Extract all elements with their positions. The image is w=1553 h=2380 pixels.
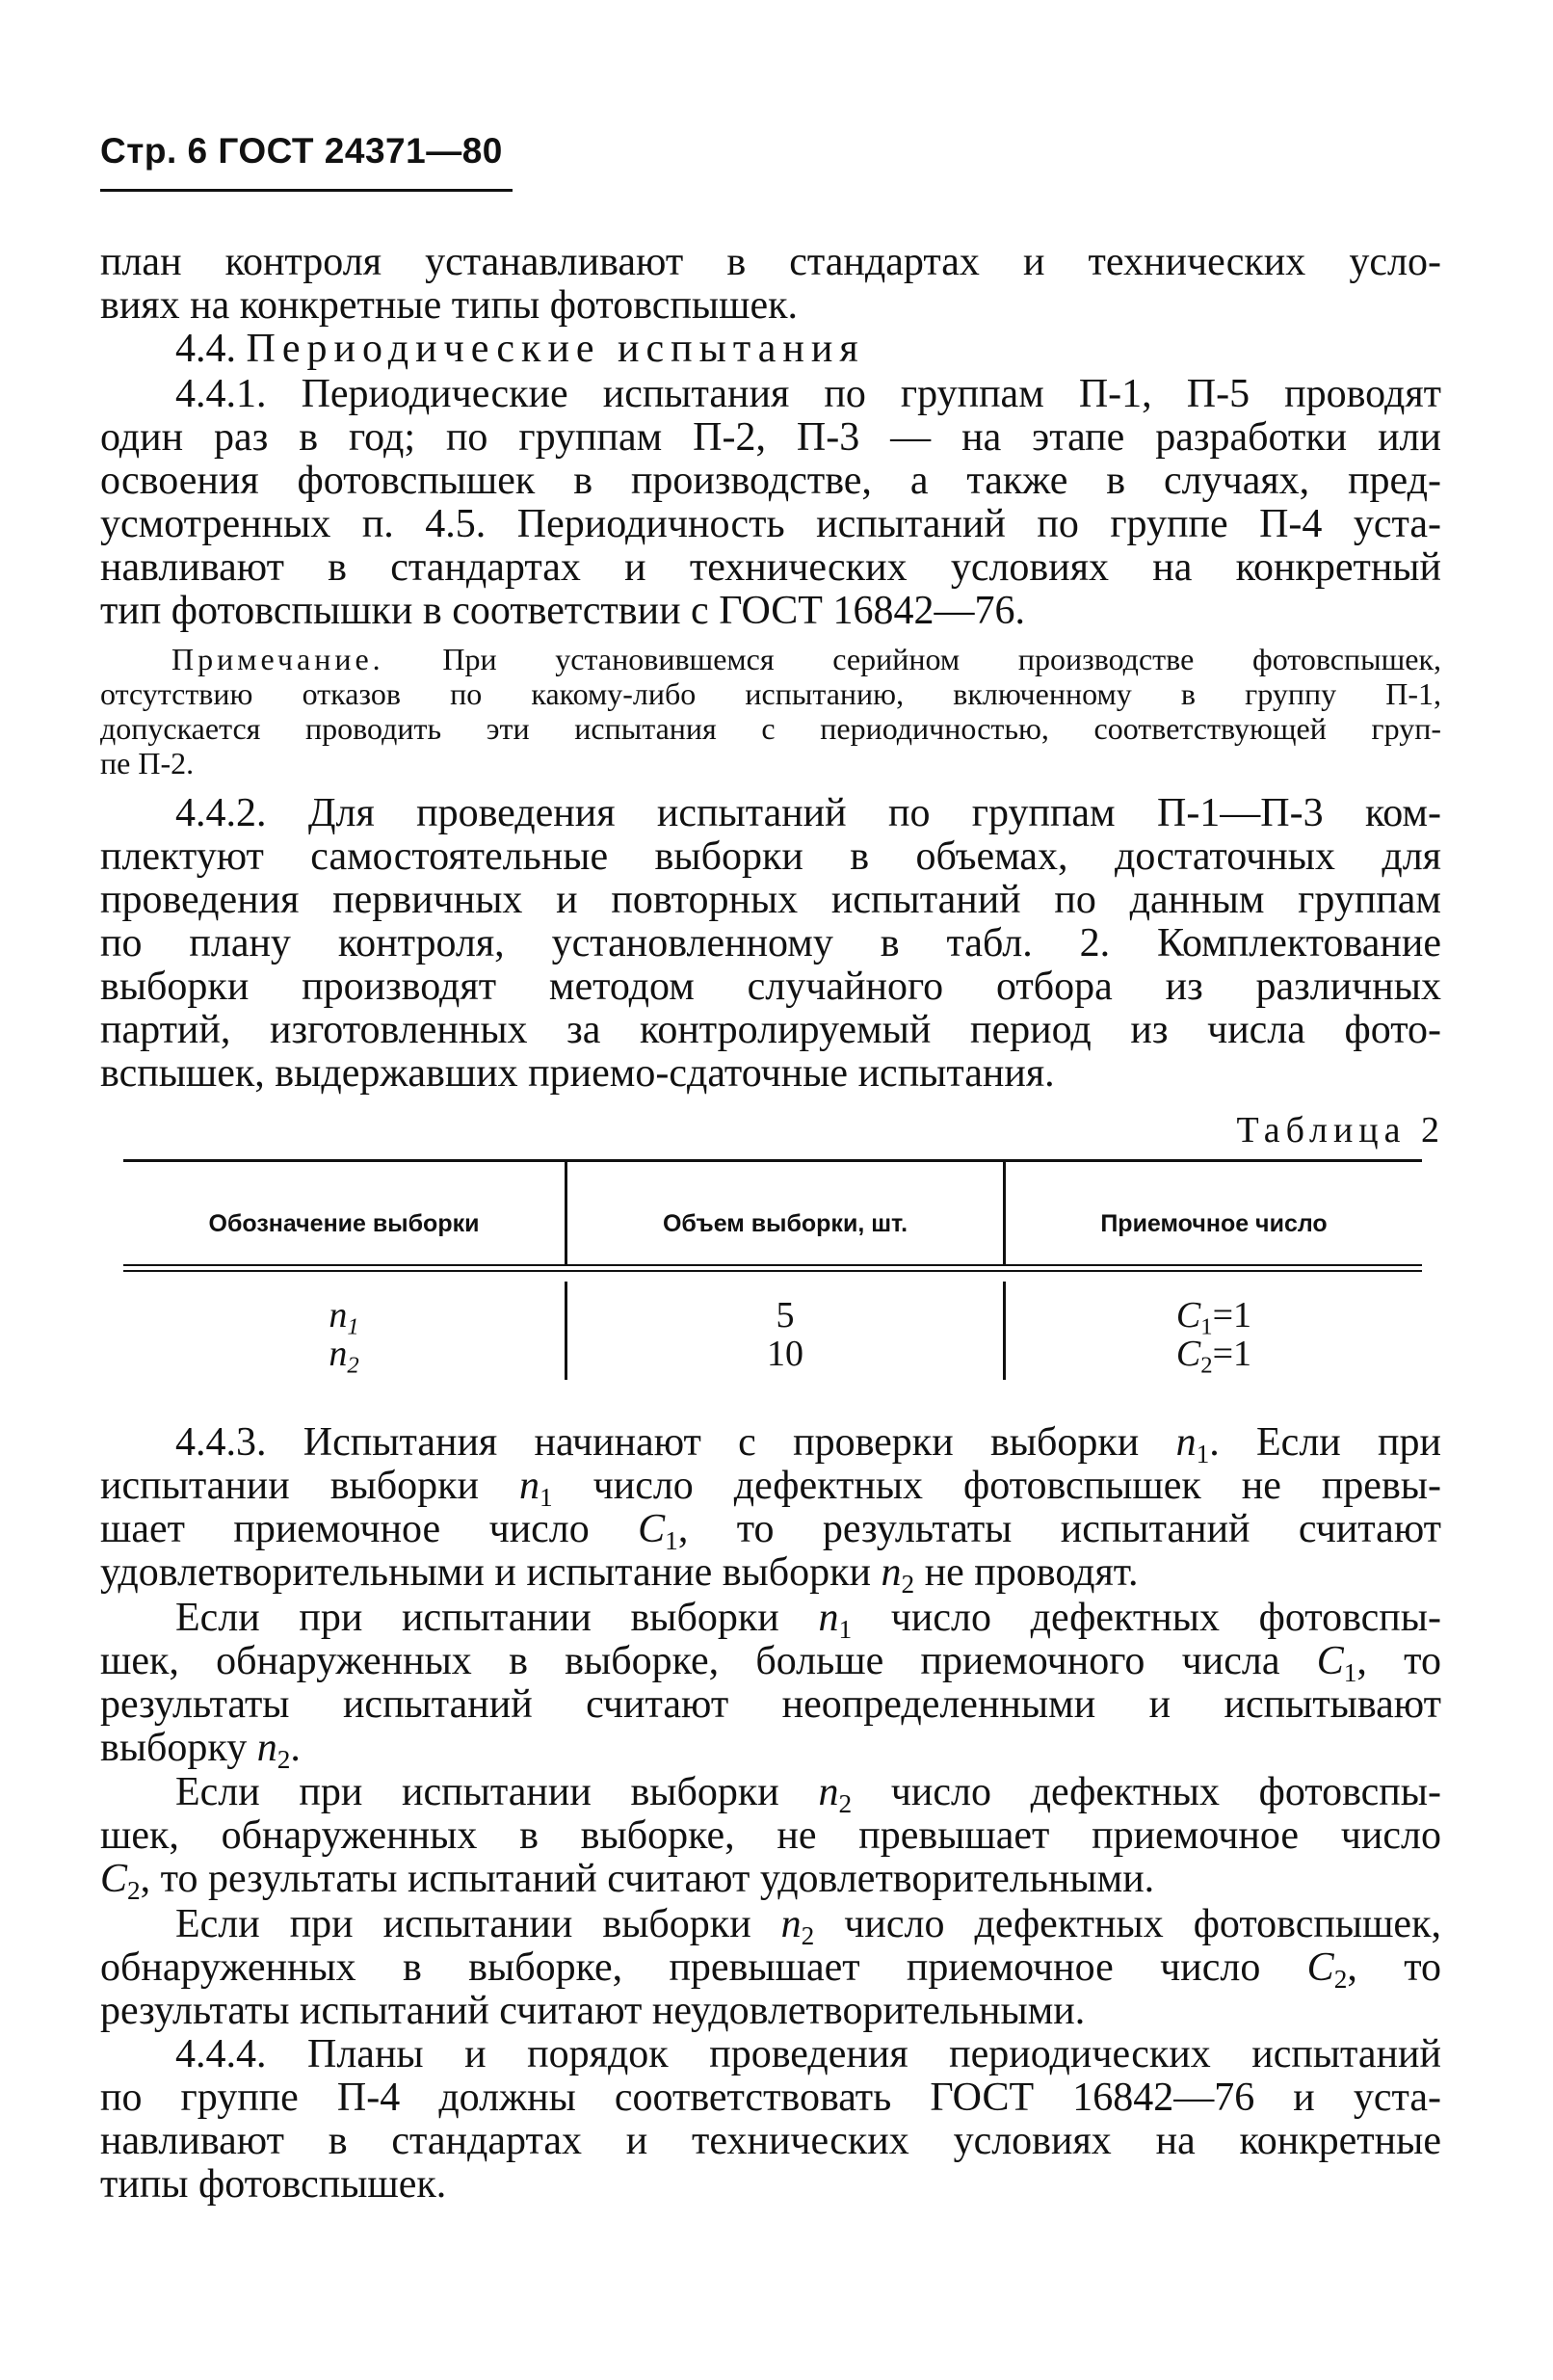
note-label: Примечание.: [171, 642, 384, 676]
table-header-rule: [123, 1270, 1422, 1272]
table-top-rule: [123, 1159, 1422, 1162]
text-line: выборки производят методом случайного отбора из различных: [100, 965, 1441, 1009]
table-cell: 5: [776, 1295, 795, 1335]
paragraph-if-2: [100, 1770, 1441, 1906]
table-header-cell: Объем выборки, шт.: [662, 1210, 908, 1237]
text-line: партий, изготовленных за контролируемый период из числа фото-: [100, 1008, 1441, 1052]
paragraph-4-4-3: [100, 1420, 1442, 1600]
note-line: допускается проводить эти испытания с периодичностью, соответствующей груп-: [100, 711, 1441, 746]
text-line: шек, обнаруженных в выборке, больше приемочного числа $C_1$, то: [100, 1639, 1441, 1688]
intro-paragraph: [100, 241, 1441, 328]
text-line: удовлетворительными и испытание выборки $n_2$ не проводят.: [100, 1550, 1139, 1600]
section-title: Периодические испытания: [246, 327, 865, 371]
text-line: испытании выборки $n_1$ число дефектных фотовспышек не превы-: [100, 1464, 1441, 1513]
section-number: 4.4.: [175, 327, 236, 371]
text-line: по группе П-4 должны соответствовать ГОСТ 16842—76 и уста-: [100, 2076, 1441, 2120]
table-caption: Таблица 2: [1236, 1110, 1445, 1150]
text-line: навливают в стандартах и технических условиях на конкретный: [100, 545, 1441, 590]
text-line: 4.4.2. Для проведения испытаний по группам П-1—П-3 ком-: [175, 791, 1441, 835]
text-line: виях на конкретные типы фотовспышек.: [100, 283, 799, 328]
table-cell: $n_2$: [329, 1334, 359, 1379]
text-line: Если при испытании выборки $n_1$ число дефектных фотовспы-: [175, 1596, 1441, 1645]
table-header-cell: Приемочное число: [1100, 1210, 1328, 1237]
text-line: шает приемочное число $C_1$, то результаты испытаний считают: [100, 1507, 1441, 1556]
table-header-cell: Обозначение выборки: [208, 1210, 480, 1237]
table-cell: $n_1$: [329, 1295, 359, 1340]
note-line: При установившемся серийном производстве фотовспышек,: [442, 642, 1442, 676]
text-line: выборку $n_2$.: [100, 1726, 301, 1775]
text-line: навливают в стандартах и технических условиях на конкретные: [100, 2119, 1441, 2163]
text-line: один раз в год; по группам П-2, П-3 — на этапе разработки или: [100, 415, 1441, 460]
text-line: 4.4.3. Испытания начинают с проверки выборки $n_1$. Если при: [175, 1420, 1442, 1469]
text-line: типы фотовспышек.: [100, 2162, 447, 2207]
text-line: по плану контроля, установленному в табл. 2. Комплектование: [100, 921, 1441, 965]
text-line: вспышек, выдержавших приемо-сдаточные испытания.: [100, 1051, 1055, 1096]
note-block: [100, 642, 1441, 780]
table-cell: 10: [767, 1334, 803, 1374]
text-line: освоения фотовспышек в производстве, а также в случаях, пред-: [100, 459, 1441, 503]
note-line: пе П-2.: [100, 746, 195, 780]
text-line: усмотренных п. 4.5. Периодичность испытаний по группе П-4 уста-: [100, 502, 1441, 546]
table-header-rule: [123, 1264, 1422, 1266]
text-line: обнаруженных в выборке, превышает приемочное число $C_2$, то: [100, 1945, 1441, 1995]
paragraph-if-1: [100, 1596, 1441, 1775]
text-line: 4.4.4. Планы и порядок проведения периодических испытаний: [175, 2032, 1441, 2076]
page-header: Стр. 6 ГОСТ 24371—80: [100, 131, 503, 171]
paragraph-4-4-1: [100, 373, 1441, 633]
paragraph-4-4-2: [100, 792, 1441, 1096]
text-line: тип фотовспышки в соответствии с ГОСТ 16842—76.: [100, 589, 1025, 633]
note-line: отсутствию отказов по какому-либо испытанию, включенному в группу П-1,: [100, 676, 1441, 711]
text-line: Если при испытании выборки $n_2$ число дефектных фотовспышек,: [175, 1902, 1441, 1951]
text-line: результаты испытаний считают неудовлетворительными.: [100, 1989, 1086, 2033]
table-cell: $C_1=1$: [1175, 1295, 1252, 1340]
section-heading: [100, 328, 1441, 371]
text-line: Если при испытании выборки $n_2$ число дефектных фотовспы-: [175, 1770, 1441, 1819]
paragraph-if-3: [100, 1903, 1441, 2033]
text-line: шек, обнаруженных в выборке, не превышает приемочное число: [100, 1813, 1441, 1858]
text-line: результаты испытаний считают неопределенными и испытывают: [100, 1682, 1441, 1727]
text-line: план контроля устанавливают в стандартах и технических усло-: [100, 240, 1441, 284]
text-line: проведения первичных и повторных испытаний по данным группам: [100, 878, 1441, 922]
text-line: плектуют самостоятельные выборки в объемах, достаточных для: [100, 834, 1441, 879]
header-rule: [100, 189, 513, 192]
text-line: $C_2$, то результаты испытаний считают удовлетворительными.: [100, 1857, 1155, 1906]
table-cell: $C_2=1$: [1175, 1334, 1252, 1379]
paragraph-4-4-4: [100, 2033, 1441, 2207]
text-line: 4.4.1. Периодические испытания по группам П-1, П-5 проводят: [175, 372, 1441, 416]
